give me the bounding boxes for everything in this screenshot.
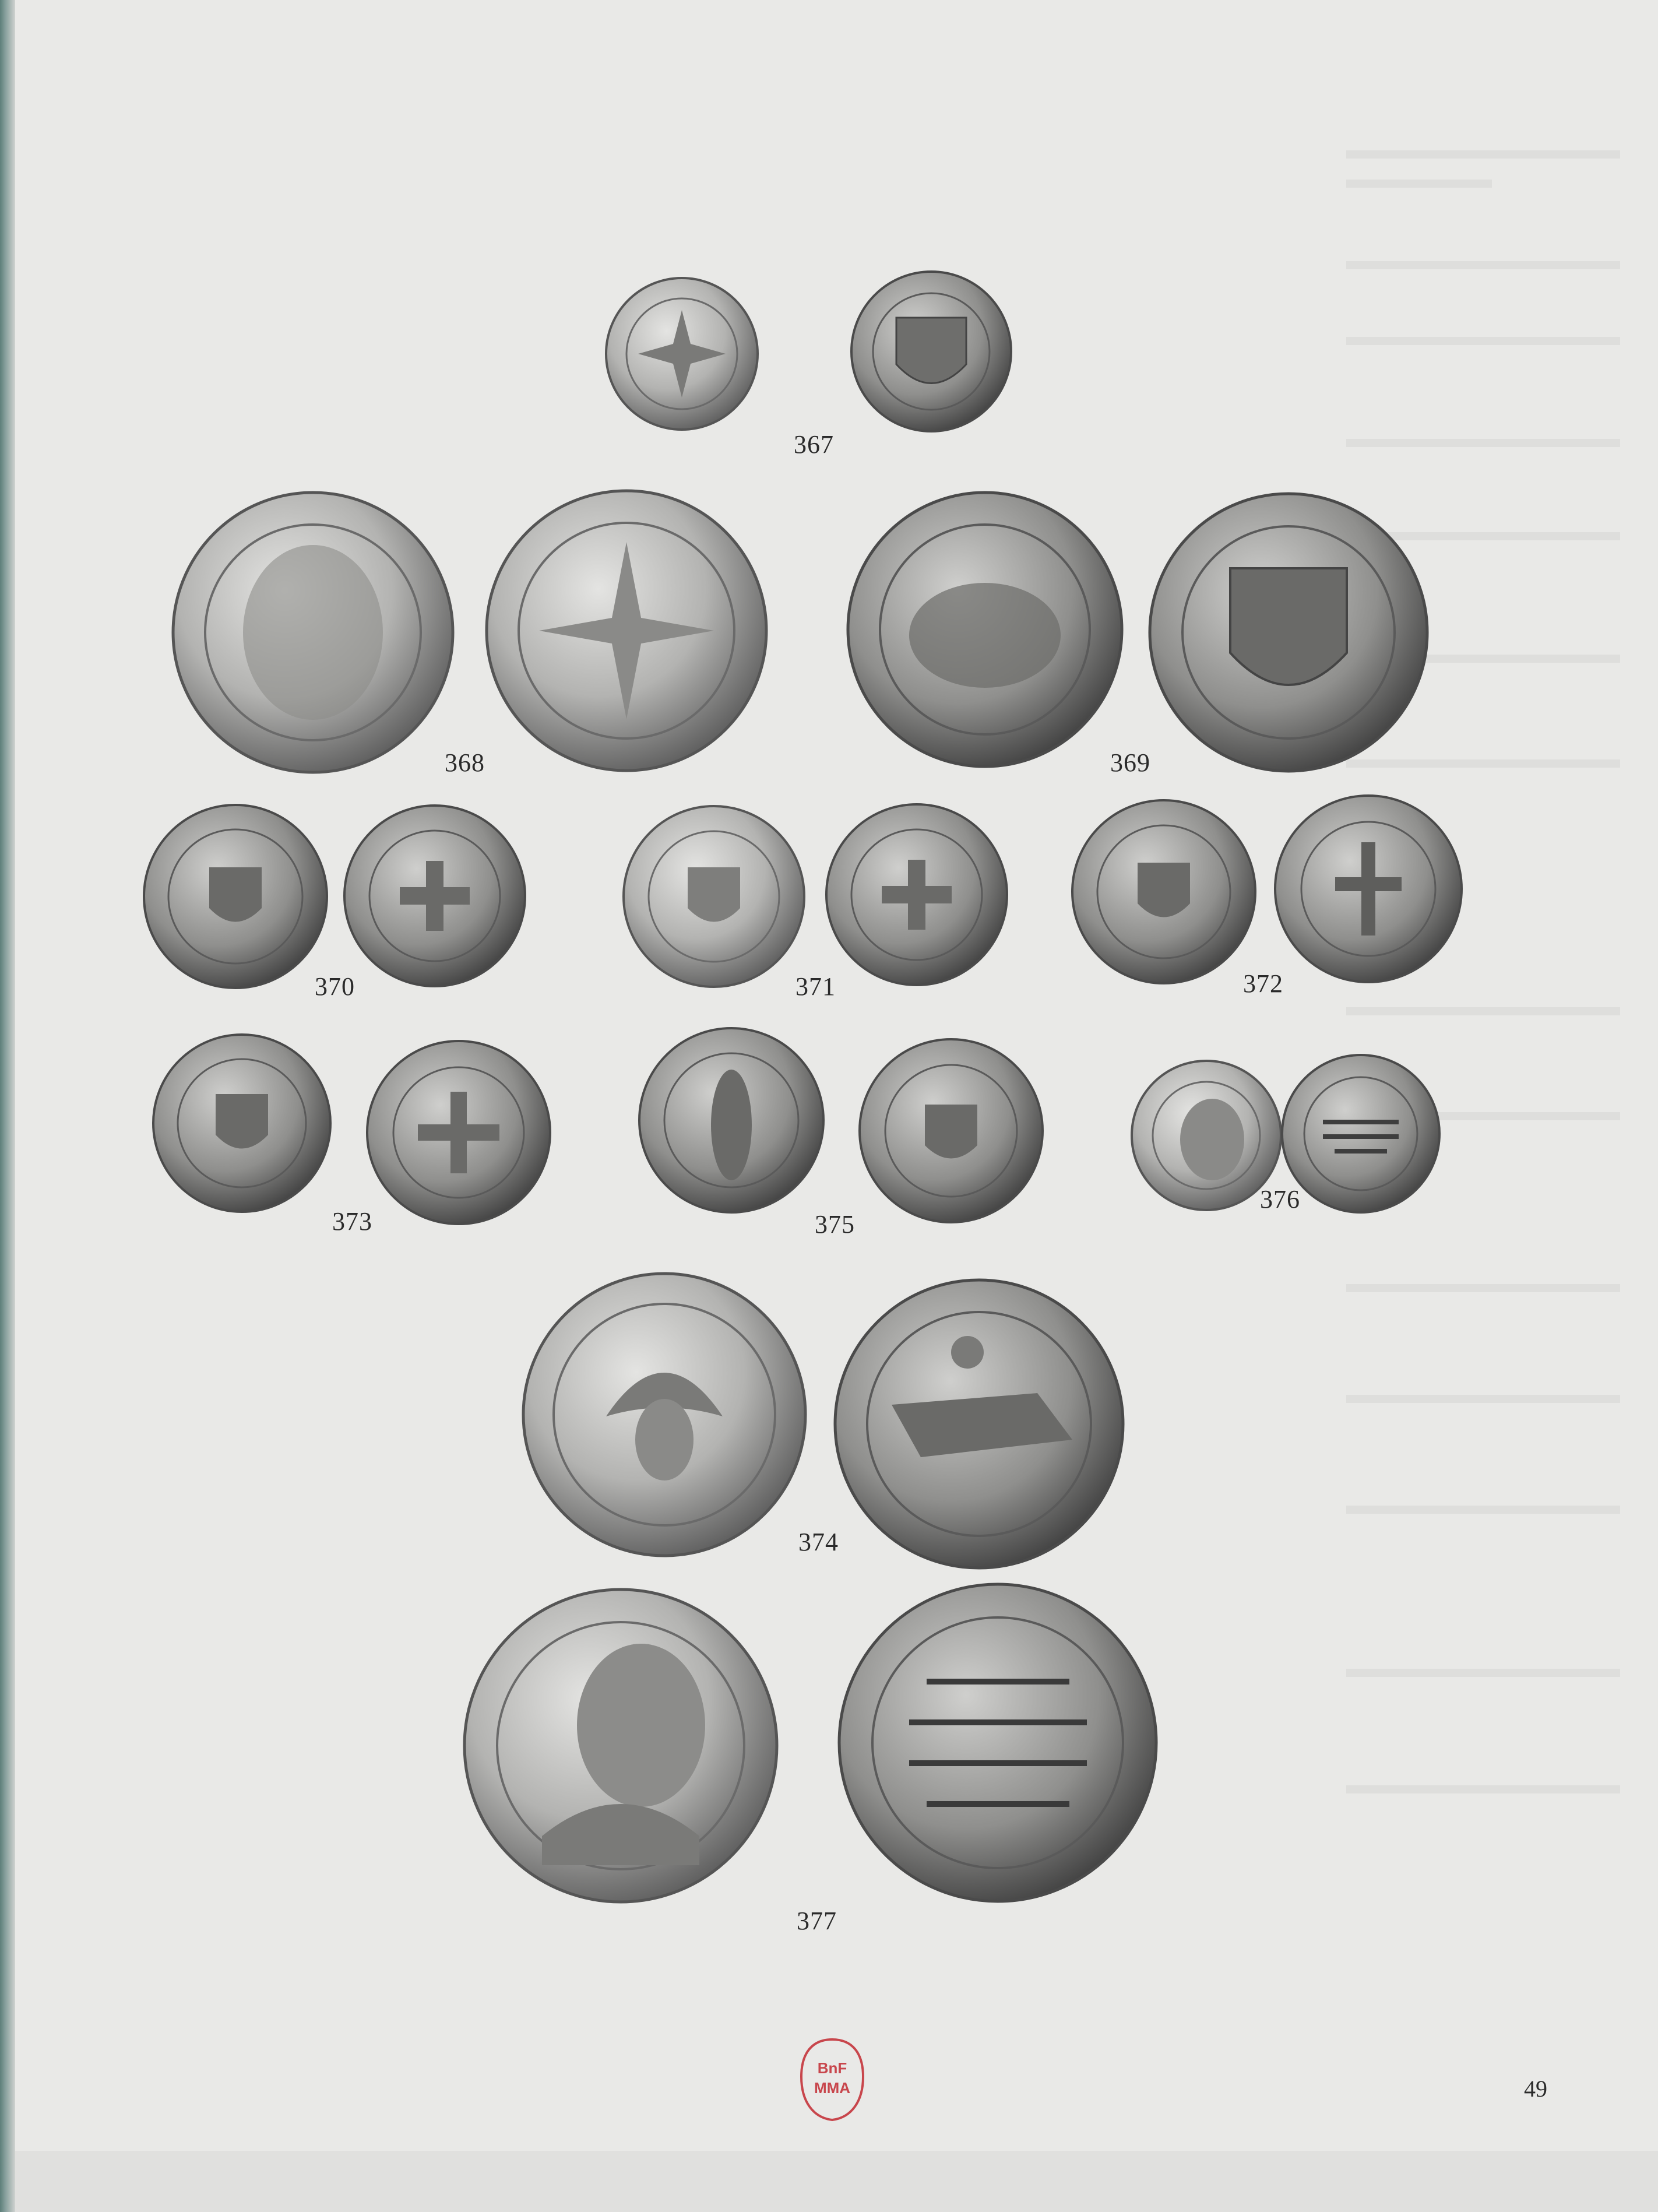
coin-370-obverse	[144, 805, 327, 988]
coin-label-369: 369	[1110, 748, 1150, 777]
coin-377-reverse	[839, 1584, 1156, 1901]
coin-374-reverse	[835, 1280, 1123, 1568]
coin-372-reverse	[1275, 796, 1462, 982]
coin-374-obverse	[523, 1274, 805, 1556]
coin-375-obverse	[639, 1028, 823, 1212]
bnf-library-stamp	[794, 2036, 870, 2123]
coin-370-reverse	[344, 806, 525, 986]
coin-373-obverse	[153, 1035, 330, 1212]
coin-373-reverse	[367, 1041, 550, 1224]
coin-376-obverse	[1132, 1061, 1281, 1210]
coin-375-reverse	[860, 1039, 1043, 1222]
page-number: 49	[1524, 2076, 1547, 2102]
coin-372-obverse	[1072, 800, 1255, 983]
coin-377-obverse	[464, 1589, 777, 1902]
coin-369-reverse	[1150, 494, 1427, 771]
coin-label-367: 367	[794, 430, 834, 459]
coin-label-370: 370	[315, 972, 355, 1001]
coin-368-obverse	[173, 493, 453, 772]
coin-371-reverse	[826, 804, 1007, 985]
coin-label-377: 377	[797, 1907, 837, 1935]
coin-label-376: 376	[1260, 1185, 1300, 1214]
coin-label-374: 374	[798, 1528, 839, 1556]
stamp-line-1: BnF	[817, 2059, 847, 2077]
coin-369-obverse	[848, 493, 1122, 766]
coin-label-371: 371	[795, 972, 836, 1001]
coin-label-375: 375	[815, 1210, 855, 1239]
coin-371-obverse	[624, 806, 804, 987]
coin-368-reverse	[487, 491, 766, 771]
stamp-line-2: MMA	[814, 2079, 851, 2097]
coin-376-reverse	[1282, 1055, 1439, 1212]
coin-367-obverse	[606, 278, 758, 430]
coin-label-368: 368	[445, 748, 485, 777]
coin-367-reverse	[851, 272, 1011, 431]
coin-label-373: 373	[332, 1207, 372, 1236]
coin-label-372: 372	[1243, 969, 1283, 998]
